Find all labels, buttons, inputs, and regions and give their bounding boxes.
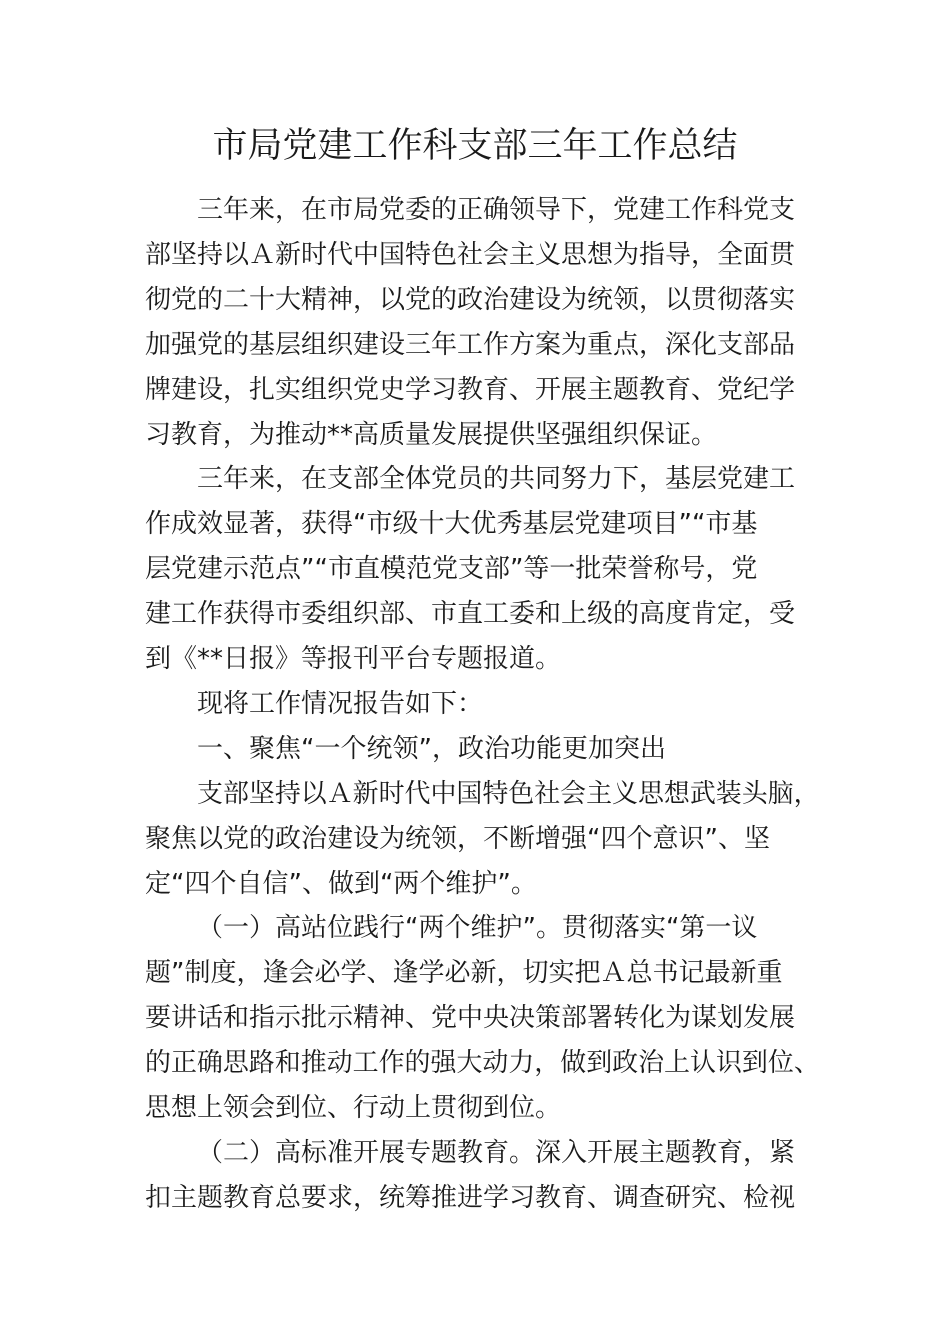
paragraph-line: 定“四个自信”、做到“两个维护”。 xyxy=(145,868,537,899)
paragraph-line: 三年来，在市局党委的正确领导下，党建工作科党支 xyxy=(197,195,796,225)
paragraph-line: 聚焦以党的政治建设为统领，不断增强“四个意识”、坚 xyxy=(145,823,770,854)
paragraph-line: 层党建示范点”“市直模范党支部”等一批荣誉称号，党 xyxy=(145,554,758,585)
paragraph-line: 支部坚持以Ａ新时代中国特色社会主义思想武装头脑， xyxy=(197,778,820,809)
paragraph-line: 题”制度，逢会必学、逢学必新，切实把Ａ总书记最新重 xyxy=(145,958,783,989)
paragraph-line: 作成效显著，获得“市级十大优秀基层党建项目”“市基 xyxy=(145,509,758,540)
paragraph-line: 加强党的基层组织建设三年工作方案为重点，深化支部品 xyxy=(145,329,796,360)
document-title: 市局党建工作科支部三年工作总结 xyxy=(212,126,738,166)
paragraph-line: 三年来，在支部全体党员的共同努力下，基层党建工 xyxy=(197,464,796,495)
paragraph-line: 到《**日报》等报刊平台专题报道。 xyxy=(145,644,562,674)
paragraph-line: 部坚持以Ａ新时代中国特色社会主义思想为指导，全面贯 xyxy=(145,239,796,270)
paragraph-line: 思想上领会到位、行动上贯彻到位。 xyxy=(145,1093,562,1123)
paragraph-line: 要讲话和指示批示精神、党中央决策部署转化为谋划发展 xyxy=(145,1003,796,1034)
paragraph-line: 一、聚焦“一个统领”，政治功能更加突出 xyxy=(197,733,666,764)
paragraph-line: 的正确思路和推动工作的强大动力，做到政治上认识到位、 xyxy=(145,1048,820,1079)
paragraph-line: 习教育，为推动**高质量发展提供坚强组织保证。 xyxy=(145,419,718,450)
paragraph-line: 建工作获得市委组织部、市直工委和上级的高度肯定，受 xyxy=(145,599,796,630)
paragraph-line: 扣主题教育总要求，统筹推进学习教育、调查研究、检视 xyxy=(145,1182,796,1213)
paragraph-line: 彻党的二十大精神，以党的政治建设为统领，以贯彻落实 xyxy=(145,284,796,315)
paragraph-line: （一）高站位践行“两个维护”。贯彻落实“第一议 xyxy=(197,913,758,944)
paragraph-line: 现将工作情况报告如下： xyxy=(197,688,484,719)
paragraph-line: （二）高标准开展专题教育。深入开展主题教育，紧 xyxy=(197,1137,796,1168)
paragraph-line: 牌建设，扎实组织党史学习教育、开展主题教育、党纪学 xyxy=(145,374,796,405)
